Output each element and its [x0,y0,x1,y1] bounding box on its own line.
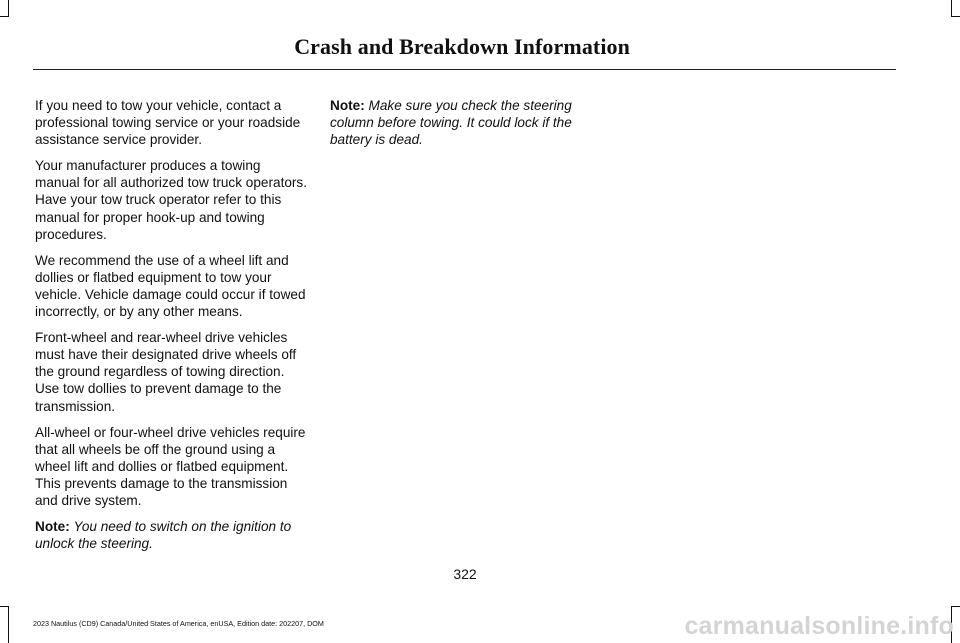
note-text: You need to switch on the ignition to unlock the steering. [35,519,292,552]
note-steering-column [330,97,592,148]
watermark: carmanualsonline.info [684,612,954,640]
right-column [330,97,592,157]
page-number: 322 [453,566,477,582]
left-column [35,97,307,561]
page-title: Crash and Breakdown Information [294,34,630,59]
crop-mark-bottom-left-vertical [8,606,9,643]
note-label: Note: [35,519,70,535]
paragraph-tow-service: If you need to tow your vehicle, contact a professional towing service or your roadside assistance service provider. [35,98,301,148]
footer-edition-info: 2023 Nautilus (CD9) Canada/United States of America, enUSA, Edition date: 202207, DOM [33,619,324,628]
paragraph-drive-wheels: Front-wheel and rear-wheel drive vehicles must have their designated drive wheels off the ground regardless of towing direction. Use tow dollies to prevent damage to the transmission. [35,330,297,414]
crop-mark-bottom-right-horizontal [951,606,960,607]
paragraph-wheel-lift: We recommend the use of a wheel lift and dollies or flatbed equipment to tow your vehicle. Vehicle damage could occur if towed incorrectly, or by any other means. [35,252,306,320]
note-text: Make sure you check the steering column before towing. It could lock if the battery is dead. [330,98,572,148]
crop-mark-top-right-vertical [951,0,952,16]
crop-mark-top-left-horizontal [0,16,9,17]
header-rule [33,69,896,70]
crop-mark-top-right-horizontal [951,16,960,17]
note-ignition [35,518,307,552]
paragraph-towing-manual: Your manufacturer produces a towing manual for all authorized tow truck operators. Have your tow truck operator refer to this manual for proper hook-up and towing procedures. [35,158,308,242]
note-label: Note: [330,98,365,113]
crop-mark-top-left-vertical [8,0,9,16]
crop-mark-bottom-left-horizontal [0,606,9,607]
paragraph-all-wheel-drive: All-wheel or four-wheel drive vehicles require that all wheels be off the ground using a wheel lift and dollies or flatbed equipment. This prevents damage to the transmission and drive system. [35,424,306,508]
